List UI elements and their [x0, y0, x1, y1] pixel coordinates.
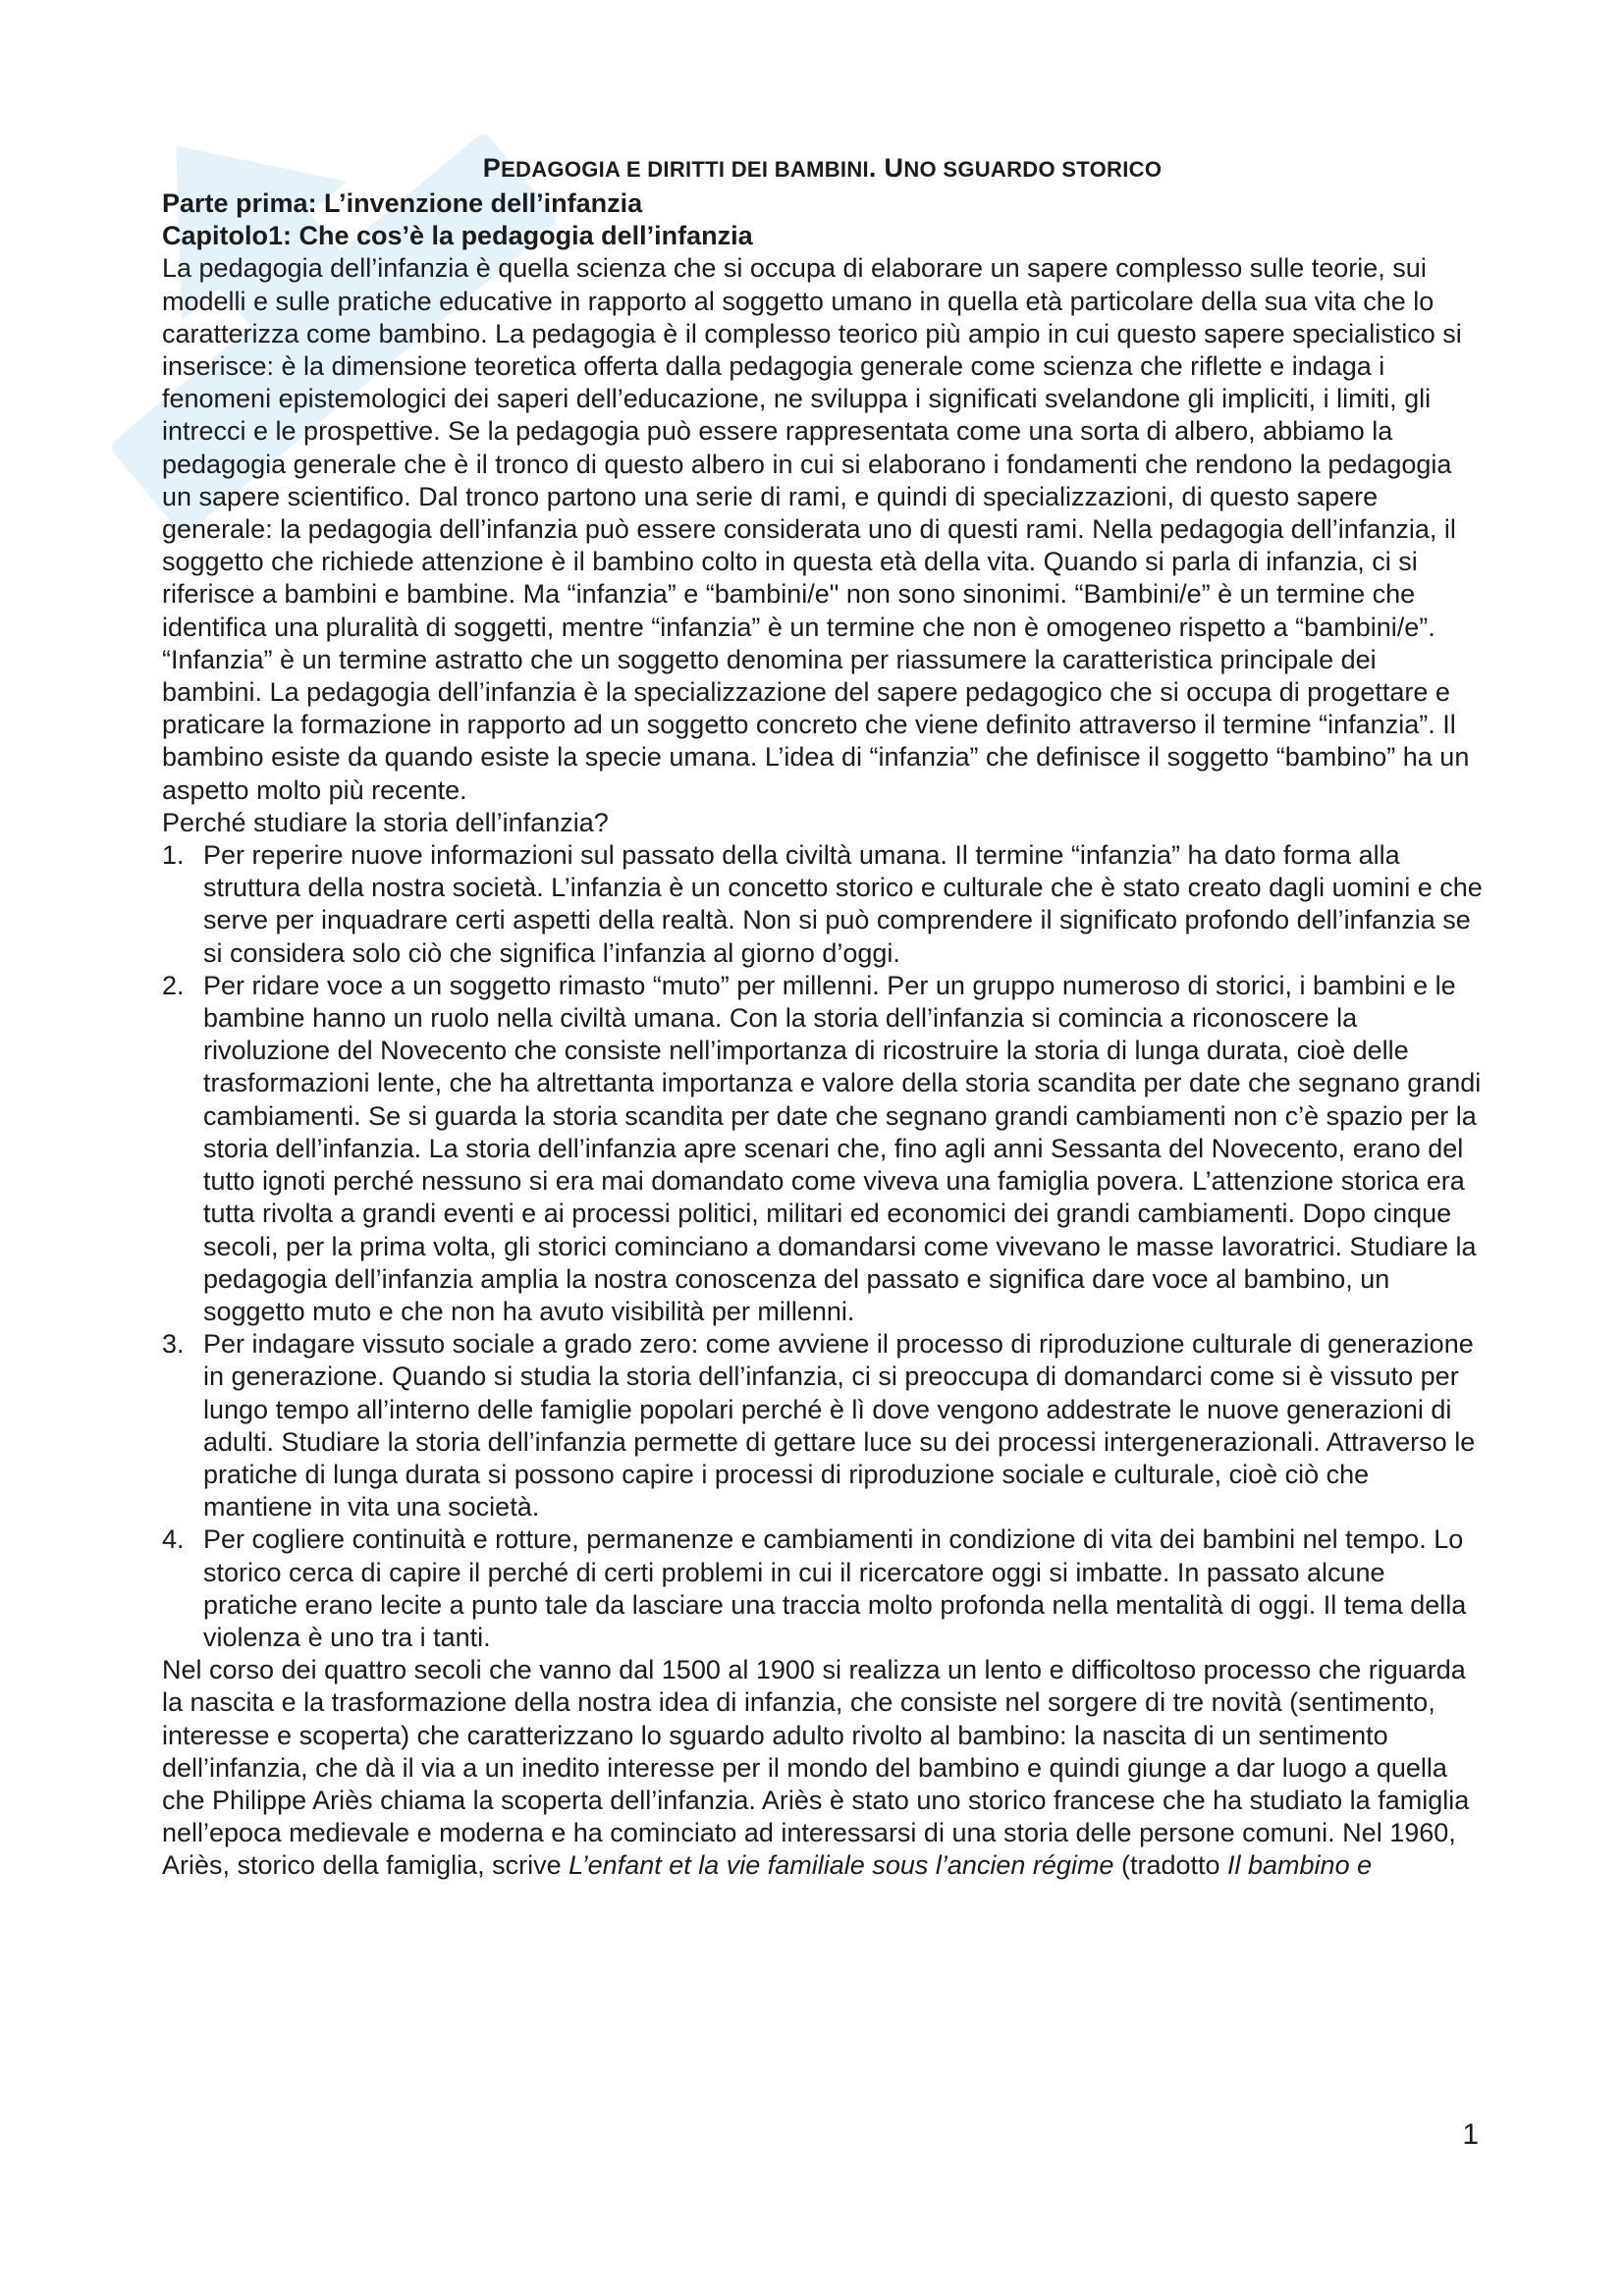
question-line: Perché studiare la storia dell’infanzia?	[162, 807, 609, 837]
list-number: 1.	[162, 840, 185, 871]
list-item-text: Per indagare vissuto sociale a grado zero: come avviene il processo di riproduzione culturale di generazione in generazione. Quando si studia la storia dell’infanzia, ci si preoccupa di domandarci come si è vissuto per lungo tempo all’interno delle famiglie popolari perché è lì dove vengono addestrate le nuove generazioni di adulti. Studiare la storia dell’infanzia permette di gettare luce su dei processi intergenerazionali. Attraverso le pratiche di lunga durata si possono capire i processi di riproduzione sociale e culturale, cioè ciò che mantiene in vita una società.	[203, 1329, 1476, 1522]
list-item	[162, 839, 1483, 970]
list-number: 4.	[162, 1524, 185, 1555]
translated-title: Il bambino e	[1227, 1850, 1373, 1881]
book-title: L’enfant et la vie familiale sous l’ancien régime	[568, 1850, 1114, 1881]
closing-paragraph	[162, 1654, 1483, 1882]
title-part: P	[482, 153, 502, 183]
closing-text-middle: (tradotto	[1113, 1850, 1228, 1881]
list-item-text: Per cogliere continuità e rotture, permanenze e cambiamenti in condizione di vita dei bambini nel tempo. Lo storico cerca di capire il perché di certi problemi in cui il ricercatore oggi si imbatte. In passato alcune pratiche erano lecite a punto tale da lasciare una traccia molto profonda nella mentalità di oggi. Il tema della violenza è uno tra i tanti.	[203, 1524, 1467, 1652]
list-item	[162, 970, 1483, 1328]
part-heading: Parte prima: L’invenzione dell’infanzia	[162, 188, 643, 218]
document-title	[162, 152, 1483, 186]
list-item	[162, 1328, 1483, 1523]
title-part: EDAGOGIA E DIRITTI DEI BAMBINI	[501, 157, 869, 182]
reasons-list	[162, 839, 1483, 1654]
list-item-text: Per ridare voce a un soggetto rimasto “muto” per millenni. Per un gruppo numeroso di storici, i bambini e le bambine hanno un ruolo nella civiltà umana. Con la storia dell’infanzia si comincia a riconoscere la rivoluzione del Novecento che consiste nell’importanza di ricostruire la storia di lunga durata, cioè delle trasformazioni lente, che ha altrettanta importanza e valore della storia scandita per date che segnano grandi cambiamenti. Se si guarda la storia scandita per date che segnano grandi cambiamenti non c’è spazio per la storia dell’infanzia. La storia dell’infanzia apre scenari che, fino agli anni Sessanta del Novecento, erano del tutto ignoti perché nessuno si era mai domandato come viveva una famiglia povera. L’attenzione storica era tutta rivolta a grandi eventi e ai processi politici, militari ed economici dei grandi cambiamenti. Dopo cinque secoli, per la prima volta, gli storici cominciano a domandarsi come vivevano le masse lavoratrici. Studiare la pedagogia dell’infanzia amplia la nostra conoscenza del passato e significa dare voce al bambino, un soggetto muto e che non ha avuto visibilità per millenni.	[203, 970, 1482, 1326]
closing-text: Nel corso dei quattro secoli che vanno dal 1500 al 1900 si realizza un lento e difficoltoso processo che riguarda la nascita e la trasformazione della nostra idea di infanzia, che consiste nel sorgere di tre novità (sentimento, interesse e scoperta) che caratterizzano lo sguardo adulto rivolto al bambino: la nascita di un sentimento dell’infanzia, che dà il via a un inedito interesse per il mondo del bambino e quindi giunge a dar luogo a quella che Philippe Ariès chiama la scoperta dell’infanzia. Ariès è stato uno storico francese che ha studiato la famiglia nell’epoca medievale e moderna e ha cominciato ad interessarsi di una storia delle persone comuni. Nel 1960, Ariès, storico della famiglia, scrive	[162, 1655, 1470, 1881]
list-number: 2.	[162, 970, 185, 1000]
title-part: NO SGUARDO STORICO	[903, 157, 1163, 182]
page-number: 1	[1462, 2118, 1479, 2151]
intro-paragraph: La pedagogia dell’infanzia è quella scienza che si occupa di elaborare un sapere complesso sulle teorie, sui modelli e sulle pratiche educative in rapporto al soggetto umano in quella età particolare della sua vita che lo caratterizza come bambino. La pedagogia è il complesso teorico più ampio in cui questo sapere specialistico si inserisce: è la dimensione teoretica offerta dalla pedagogia generale come scienza che riflette e indaga i fenomeni epistemologici dei saperi dell’educazione, ne sviluppa i significati svelandone gli impliciti, i limiti, gli intrecci e le prospettive. Se la pedagogia può essere rappresentata come una sorta di albero, abbiamo la pedagogia generale che è il tronco di questo albero in cui si elaborano i fondamenti che rendono la pedagogia un sapere scientifico. Dal tronco partono una serie di rami, e quindi di specializzazioni, di questo sapere generale: la pedagogia dell’infanzia può essere considerata uno di questi rami. Nella pedagogia dell’infanzia, il soggetto che richiede attenzione è il bambino colto in questa età della vita. Quando si parla di infanzia, ci si riferisce a bambini e bambine. Ma “infanzia” e “bambini/e" non sono sinonimi. “Bambini/e” è un termine che identifica una pluralità di soggetti, mentre “infanzia” è un termine che non è omogeneo rispetto a “bambini/e”. “Infanzia” è un termine astratto che un soggetto denomina per riassumere la caratteristica principale dei bambini. La pedagogia dell’infanzia è la specializzazione del sapere pedagogico che si occupa di progettare e praticare la formazione in rapporto ad un soggetto concreto che viene definito attraverso il termine “infanzia”. Il bambino esiste da quando esiste la specie umana. L’idea di “infanzia” che definisce il soggetto “bambino” ha un aspetto molto più recente.	[162, 253, 1470, 805]
list-item	[162, 1523, 1483, 1654]
list-item-text: Per reperire nuove informazioni sul passato della civiltà umana. Il termine “infanzia” ha dato forma alla struttura della nostra società. L’infanzia è un concetto storico e culturale che è stato creato dagli uomini e che serve per inquadrare certi aspetti della realtà. Non si può comprendere il significato profondo dell’infanzia se si considera solo ciò che significa l’infanzia al giorno d’oggi.	[203, 840, 1483, 968]
document-page	[162, 152, 1483, 1883]
title-part: . U	[868, 153, 904, 183]
list-number: 3.	[162, 1329, 185, 1360]
chapter-heading: Capitolo1: Che cos’è la pedagogia dell’infanzia	[162, 221, 753, 251]
